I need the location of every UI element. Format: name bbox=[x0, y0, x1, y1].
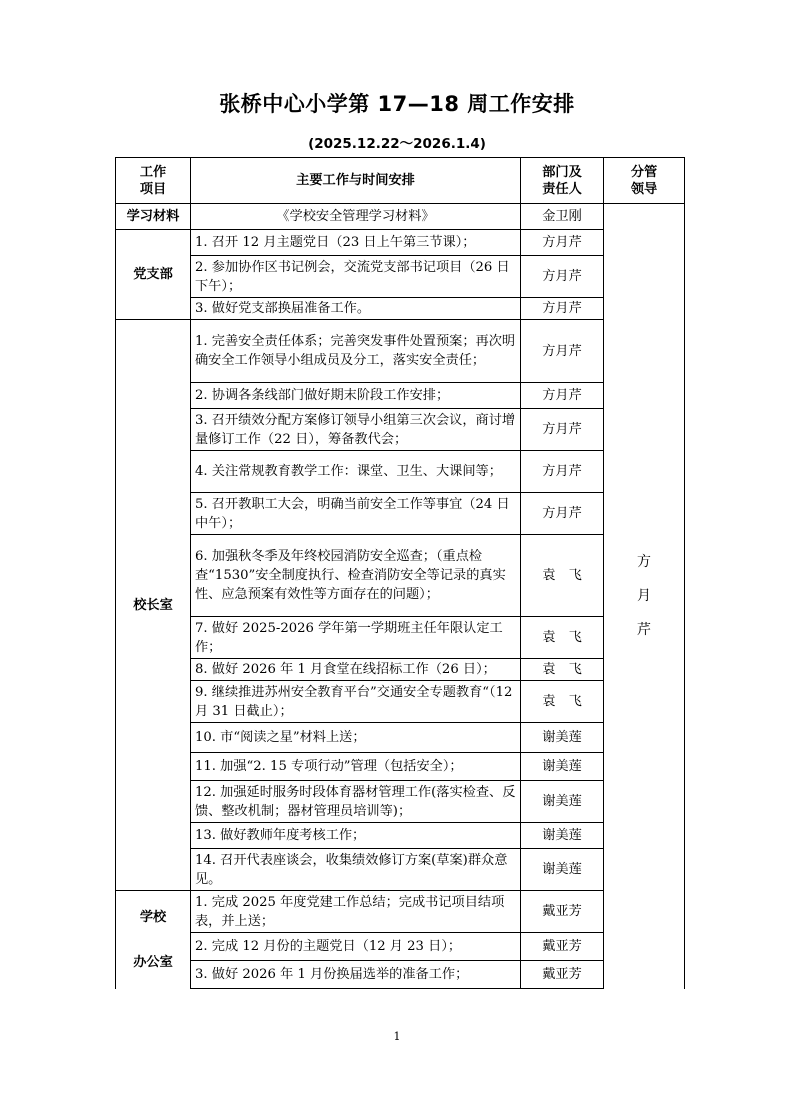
table-row bbox=[116, 230, 685, 256]
table-row bbox=[116, 891, 685, 933]
table-row bbox=[116, 933, 685, 961]
header-leader-line2: 领导 bbox=[630, 181, 658, 197]
task-cell: 2. 完成 12 月份的主题党日（12 月 23 日）； bbox=[191, 933, 521, 961]
table-row bbox=[116, 204, 685, 230]
task-cell: 14. 召开代表座谈会，收集绩效修订方案(草案)群众意见。 bbox=[191, 849, 521, 891]
person-cell: 方月芹 bbox=[521, 383, 604, 409]
header-leader bbox=[604, 158, 685, 204]
person-cell: 方月芹 bbox=[521, 451, 604, 493]
person-cell: 戴亚芳 bbox=[521, 933, 604, 961]
person-cell: 谢美莲 bbox=[521, 753, 604, 781]
leader-char-2: 月 bbox=[637, 588, 651, 605]
person-cell: 方月芹 bbox=[521, 493, 604, 535]
person-cell: 方月芹 bbox=[521, 320, 604, 383]
person-cell: 袁 飞 bbox=[521, 617, 604, 659]
table-row bbox=[116, 659, 685, 681]
table-row bbox=[116, 383, 685, 409]
header-main-work: 主要工作与时间安排 bbox=[191, 158, 521, 204]
header-leader-line1: 分管 bbox=[630, 164, 658, 180]
task-cell: 6. 加强秋冬季及年终校园消防安全巡查；（重点检查“1530”安全制度执行、检查消防安全等记录的真实性、应急预案有效性等方面存在的问题）； bbox=[191, 535, 521, 617]
header-department-line2: 责任人 bbox=[542, 181, 582, 197]
person-cell: 戴亚芳 bbox=[521, 961, 604, 989]
header-row bbox=[116, 158, 685, 204]
table-row bbox=[116, 320, 685, 383]
header-work-item bbox=[116, 158, 191, 204]
person-cell: 方月芹 bbox=[521, 256, 604, 298]
task-cell: 3. 做好党支部换届准备工作。 bbox=[191, 298, 521, 320]
task-cell: 1. 完善安全责任体系；完善突发事件处置预案；再次明确安全工作领导小组成员及分工，落实安全责任； bbox=[191, 320, 521, 383]
header-department-line1: 部门及 bbox=[542, 164, 582, 180]
table-row bbox=[116, 298, 685, 320]
table-row bbox=[116, 681, 685, 723]
task-cell: 10. 市“阅读之星”材料上送； bbox=[191, 723, 521, 753]
person-cell: 谢美莲 bbox=[521, 723, 604, 753]
header-work-item-line2: 项目 bbox=[139, 181, 167, 197]
task-cell: 3. 做好 2026 年 1 月份换届选举的准备工作； bbox=[191, 961, 521, 989]
category-principal-office: 校长室 bbox=[116, 320, 191, 891]
table-row bbox=[116, 723, 685, 753]
table-row bbox=[116, 451, 685, 493]
table-row bbox=[116, 535, 685, 617]
header-work-item-line1: 工作 bbox=[139, 164, 167, 180]
work-schedule-table bbox=[115, 157, 685, 989]
person-cell: 方月芹 bbox=[521, 409, 604, 451]
page-number: 1 bbox=[393, 1030, 401, 1043]
task-cell: 2. 参加协作区书记例会，交流党支部书记项目（26 日下午）； bbox=[191, 256, 521, 298]
category-school-office-line2: 办公室 bbox=[133, 954, 173, 970]
table-row bbox=[116, 409, 685, 451]
date-range: (2025.12.22～2026.1.4) bbox=[308, 136, 486, 152]
person-cell: 戴亚芳 bbox=[521, 891, 604, 933]
table-row bbox=[116, 823, 685, 849]
person-cell: 谢美莲 bbox=[521, 781, 604, 823]
table-row bbox=[116, 849, 685, 891]
category-school-office bbox=[116, 891, 191, 989]
table-row bbox=[116, 617, 685, 659]
person-cell: 袁 飞 bbox=[521, 681, 604, 723]
leader-char-1: 方 bbox=[637, 554, 651, 571]
table-row bbox=[116, 961, 685, 989]
person-cell: 袁 飞 bbox=[521, 659, 604, 681]
person-cell: 谢美莲 bbox=[521, 849, 604, 891]
task-cell: 9. 继续推进苏州安全教育平台”交通安全专题教育“（12 月 31 日截止）； bbox=[191, 681, 521, 723]
table-row bbox=[116, 256, 685, 298]
person-cell: 方月芹 bbox=[521, 230, 604, 256]
task-cell: 《学校安全管理学习材料》 bbox=[191, 204, 521, 230]
task-cell: 4. 关注常规教育教学工作：课堂、卫生、大课间等； bbox=[191, 451, 521, 493]
task-cell: 12. 加强延时服务时段体育器材管理工作(落实检查、反馈、整改机制；器材管理员培训等)； bbox=[191, 781, 521, 823]
task-cell: 1. 完成 2025 年度党建工作总结；完成书记项目结项表，并上送； bbox=[191, 891, 521, 933]
table-row bbox=[116, 781, 685, 823]
person-cell: 金卫刚 bbox=[521, 204, 604, 230]
person-cell: 方月芹 bbox=[521, 298, 604, 320]
task-cell: 2. 协调各条线部门做好期末阶段工作安排； bbox=[191, 383, 521, 409]
category-study: 学习材料 bbox=[116, 204, 191, 230]
person-cell: 谢美莲 bbox=[521, 823, 604, 849]
task-cell: 7. 做好 2025-2026 学年第一学期班主任年限认定工作； bbox=[191, 617, 521, 659]
header-department bbox=[521, 158, 604, 204]
task-cell: 8. 做好 2026 年 1 月食堂在线招标工作（26 日）； bbox=[191, 659, 521, 681]
table-row bbox=[116, 493, 685, 535]
task-cell: 3. 召开绩效分配方案修订领导小组第三次会议，商讨增量修订工作（22 日），筹备教代会； bbox=[191, 409, 521, 451]
person-cell: 袁 飞 bbox=[521, 535, 604, 617]
leader-char-3: 芹 bbox=[637, 622, 651, 639]
category-party: 党支部 bbox=[116, 230, 191, 320]
category-school-office-line1: 学校 bbox=[139, 909, 167, 925]
task-cell: 13. 做好教师年度考核工作； bbox=[191, 823, 521, 849]
task-cell: 1. 召开 12 月主题党日（23 日上午第三节课）； bbox=[191, 230, 521, 256]
task-cell: 11. 加强“2. 15 专项行动”管理（包括安全）； bbox=[191, 753, 521, 781]
task-cell: 5. 召开教职工大会，明确当前安全工作等事宜（24 日中午）； bbox=[191, 493, 521, 535]
document-title: 张桥中心小学第 17—18 周工作安排 bbox=[219, 92, 575, 116]
leader-cell bbox=[604, 204, 685, 989]
table-row bbox=[116, 753, 685, 781]
